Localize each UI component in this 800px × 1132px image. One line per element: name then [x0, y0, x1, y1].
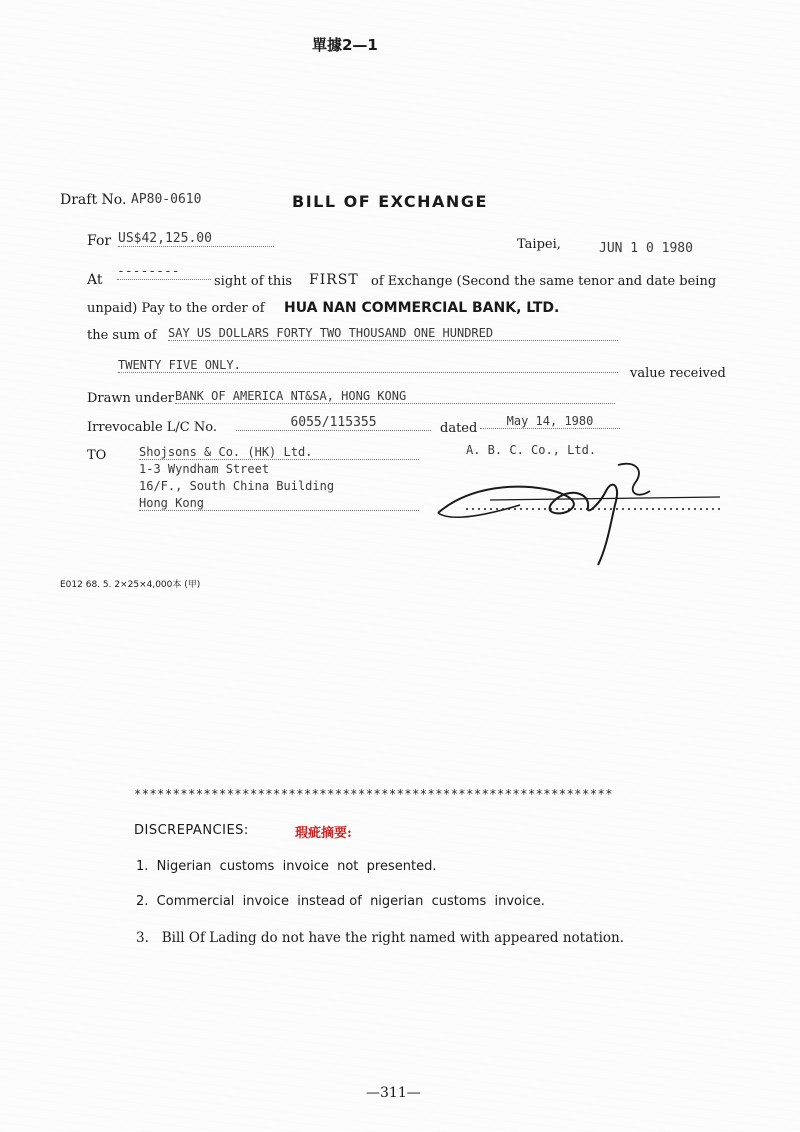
- separator-stars: **************************************************************: [134, 787, 613, 801]
- lc-date: May 14, 1980: [480, 414, 620, 429]
- exchange-text: of Exchange (Second the same tenor and date being: [371, 274, 717, 289]
- lc-label: Irrevocable L/C No.: [87, 420, 217, 435]
- discrepancies-label-cn: 瑕疵摘要:: [295, 826, 352, 841]
- value-received: value received: [630, 366, 726, 381]
- bill-title: BILL OF EXCHANGE: [292, 192, 488, 211]
- drawer-company: A. B. C. Co., Ltd.: [466, 443, 597, 457]
- amount: US$42,125.00: [118, 231, 274, 247]
- to-line-1: Shojsons & Co. (HK) Ltd.: [139, 445, 419, 460]
- to-line-3: 16/F., South China Building: [139, 479, 335, 493]
- to-label: TO: [87, 448, 107, 463]
- tenor: --------: [117, 264, 211, 280]
- lc-number: 6055/115355: [236, 415, 431, 431]
- for-label: For: [87, 233, 112, 249]
- drawn-bank: BANK OF AMERICA NT&SA, HONG KONG: [175, 389, 615, 404]
- to-line-2: 1-3 Wyndham Street: [139, 462, 270, 476]
- payee: HUA NAN COMMERCIAL BANK, LTD.: [284, 300, 560, 316]
- at-label: At: [87, 272, 103, 288]
- draft-date: JUN 1 0 1980: [599, 241, 693, 256]
- page-number: —311—: [366, 1085, 421, 1101]
- discrepancy-item-1: 1. Nigerian customs invoice not presented.: [136, 859, 437, 874]
- draft-no-label: Draft No.: [60, 192, 127, 208]
- draft-number: AP80-0610: [131, 192, 202, 207]
- sum-label: the sum of: [87, 328, 157, 343]
- sight-text: sight of this: [214, 274, 293, 289]
- drawn-label: Drawn under: [87, 391, 174, 406]
- dated-label: dated: [440, 421, 478, 436]
- discrepancy-item-3: 3. Bill Of Lading do not have the right named with appeared notation.: [136, 930, 624, 946]
- document-code: 單據2—1: [312, 36, 378, 54]
- discrepancies-label: DISCREPANCIES:: [134, 823, 249, 838]
- form-code: E012 68. 5. 2×25×4,000本 (甲): [60, 580, 201, 590]
- discrepancy-item-2: 2. Commercial invoice instead of nigerian customs invoice.: [136, 894, 545, 909]
- first-label: FIRST: [309, 272, 359, 288]
- pay-to-text: unpaid) Pay to the order of: [87, 301, 265, 316]
- to-line-4: Hong Kong: [139, 496, 419, 511]
- place: Taipei,: [517, 237, 561, 252]
- sum-line-2: TWENTY FIVE ONLY.: [118, 358, 618, 373]
- signature: [430, 455, 730, 575]
- sum-line-1: SAY US DOLLARS FORTY TWO THOUSAND ONE HUNDRED: [168, 326, 618, 341]
